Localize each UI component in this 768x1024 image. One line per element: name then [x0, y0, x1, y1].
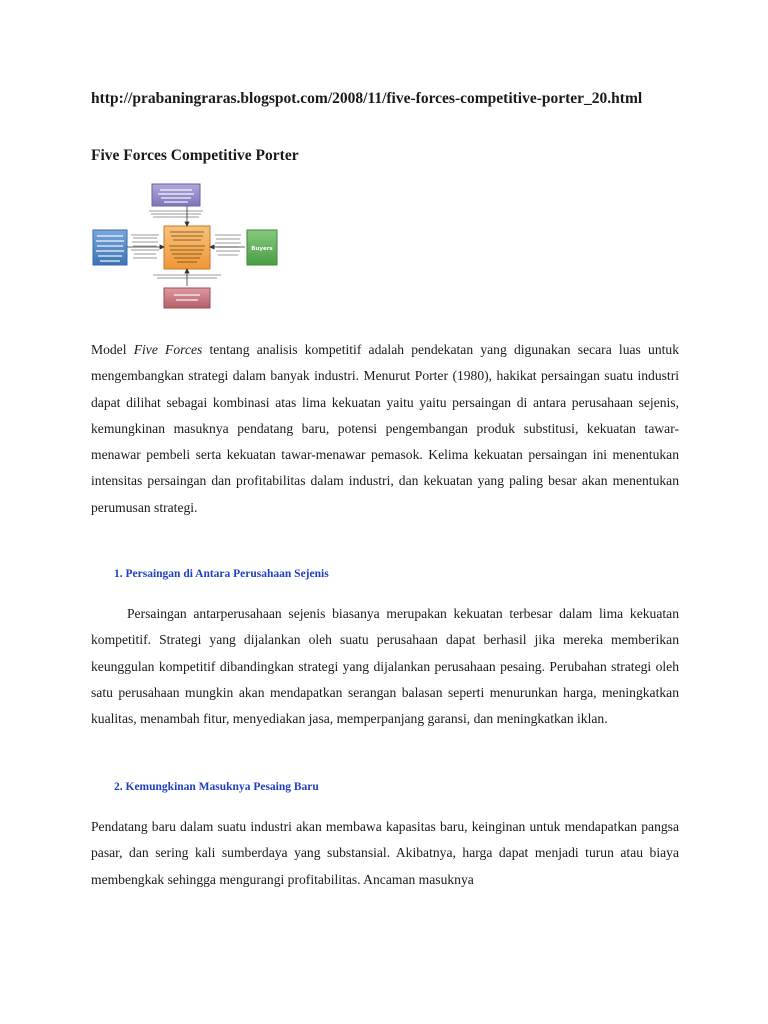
source-url: http://prabaningraras.blogspot.com/2008/11/five-forces-competitive-porter_20.html [91, 90, 643, 107]
bottom-force-box [164, 288, 210, 308]
top-force-box [152, 184, 200, 206]
section-body-1: Persaingan antarperusahaan sejenis biasanya merupakan kekuatan terbesar dalam lima kekuatan kompetitif. Strategi yang dijalankan oleh suatu perusahaan dapat berhasil jika mereka memberikan keunggulan kompetitif dibandingkan strategi yang dijalankan perusahaan pesaing. Perubahan strategi oleh satu perusahaan mungkin akan mendapatkan serangan balasan seperti menurunkan harga, meningkatkan kualitas, menambah fitur, menyediakan jasa, memperpanjang garansi, dan meningkatkan iklan. [91, 606, 679, 727]
right-force-label: Buyers [251, 246, 273, 252]
section-heading-1: 1. Persaingan di Antara Perusahaan Sejenis [114, 568, 329, 580]
five-forces-diagram [91, 180, 279, 310]
section-heading-2: 2. Kemungkinan Masuknya Pesaing Baru [114, 781, 319, 793]
intro-italic-term: Five Forces [133, 342, 203, 357]
intro-paragraph [91, 337, 679, 521]
left-force-box [93, 230, 127, 265]
intro-text: tentang analisis kompetitif adalah pendekatan yang digunakan secara luas untuk mengembangkan strategi dalam banyak industri. Menurut Porter (1980), hakikat persaingan suatu industri dapat dilihat sebagai kombinasi atas lima kekuatan yaitu yaitu persaingan di antara perusahaan sejenis, kemungkinan masuknya pendatang baru, potensi pengembangan produk substitusi, kekuatan tawar-menawar pembeli serta kekuatan tawar-menawar pemasok. Kelima kekuatan persaingan ini menentukan intensitas persaingan dan profitabilitas dalam industri, dan kekuatan yang paling besar akan menentukan perumusan strategi. [91, 342, 680, 515]
page-title: Five Forces Competitive Porter [91, 147, 299, 164]
section-body-2: Pendatang baru dalam suatu industri akan membawa kapasitas baru, keinginan untuk mendapatkan pangsa pasar, dan sering kali sumberdaya yang substansial. Akibatnya, harga dapat menjadi turun atau biaya membengkak sehingga mengurangi profitabilitas. Ancaman masuknya [91, 819, 679, 887]
intro-lead: Model [91, 342, 134, 357]
